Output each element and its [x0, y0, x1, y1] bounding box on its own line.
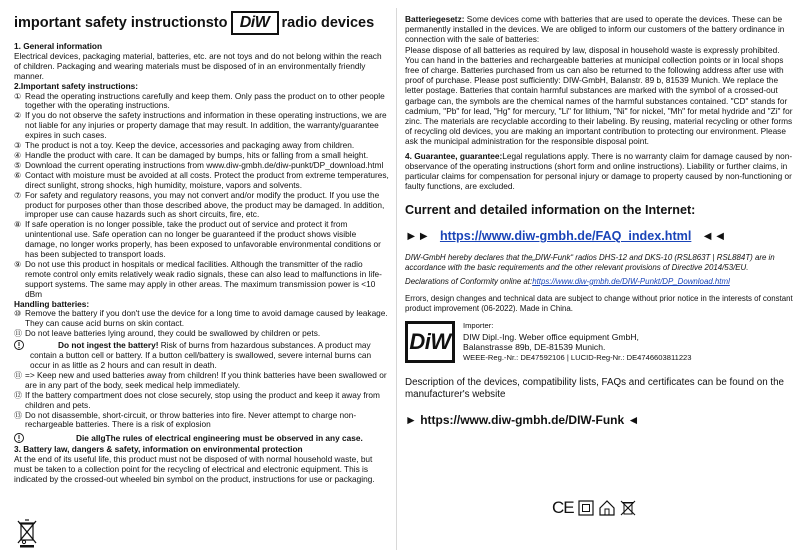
- declaration-link[interactable]: https://www.diw-gmbh.de/DIW-Punkt/DP_Download.html: [532, 276, 730, 286]
- list-item: [14, 329, 389, 339]
- list-item: [14, 171, 389, 191]
- item-marker: ⑪: [14, 329, 22, 339]
- item-text: If you do not observe the safety instructions and information in these operating instructions, we are not liable for any injuries or property damage that may result. In addition, the warranty/guarantee expires in such cases.: [25, 110, 387, 141]
- ingest-text: Risk of burns from hazardous substances. A product may contain a button cell or battery. If a button cell/battery is swallowed, severe internal burns can occur in as little as 2 hours and can result in death.: [30, 340, 372, 370]
- battery-ordinance-text2: Please dispose of all batteries as required by law, disposal in household waste is expressly prohibited. You can hand in the batteries and rechargeable batteries at municipal collection points or in local shops free of charge. Batteries purchased from us can also be returned to the following address after use with proof of purchase. Please post sufficiently: DIW-GmbH, Balanstr. 89 b, 81539 Munich. We replace the letter postage. Batteries that contain harmful substances are marked with the symbol of a crossed-out garbage can, the symbols are the chemical names of the harmful substances contained. "CD" stands for cadmium, "Pb" for lead, "Hg" for mercury, "Li" for lithium, "Ni" for nickel, "Mh" for metal hydride and "Zi" for zinc. The materials are recyclable according to their labeling. By reusing, material recycling or other forms of recycling old devices, you are making an important contribution to protecting our environment. Please ask the municipal administration for the responsible disposal point.: [405, 44, 793, 147]
- guarantee-text: Legal regulations apply. There is no warranty claim for damage caused by non-observance of the operating instructions (short form and online instructions). Liability or further claims, in particular claims for compensation for personal injury or damage to property caused by non-functioning or faulty functions, are excluded.: [405, 150, 793, 192]
- importer-registration: WEEE-Reg.-Nr.: DE47592106 | LUCID-Reg-Nr.: DE4746603811223: [463, 352, 692, 362]
- declaration-online: [405, 277, 794, 287]
- diw-logo-large: DiW: [405, 321, 455, 363]
- item-text: Do not disassemble, short-circuit, or throw batteries into fire. Never attempt to charge non-rechargeable batteries. There is a risk of explosion: [25, 409, 357, 430]
- item-marker: ⑧: [14, 220, 22, 230]
- page-title: [14, 10, 389, 36]
- importer-address: Balanstrasse 89b, DE-81539 Munich.: [463, 342, 606, 353]
- warning-icon: [14, 432, 28, 444]
- recycle-square-icon: [577, 499, 595, 517]
- importer-text: [463, 321, 692, 363]
- item-marker: ⑩: [14, 309, 22, 319]
- battery-ordinance-bold: Batteriegesetz:: [405, 14, 465, 24]
- list-item: [14, 309, 389, 329]
- faq-line: [405, 229, 794, 243]
- ingest-warning: [14, 341, 389, 371]
- battery-ordinance-text: Some devices come with batteries that are used to operate the devices. These can be permanently installed in the devices. We are obliged to inform our customers of the battery ordinance in connection with the sale of batteries:: [405, 14, 785, 45]
- item-marker: ⑪: [14, 370, 22, 380]
- description-text: Description of the devices, compatibility lists, FAQs and certificates can be found on the manufacturer's website: [405, 377, 785, 401]
- item-marker: ⑦: [14, 190, 22, 200]
- faq-prefix: ►►: [405, 229, 430, 244]
- title-after: radio devices: [281, 15, 375, 31]
- item-marker: ⑬: [14, 410, 22, 420]
- die-allg-warning: [14, 434, 389, 444]
- item-text: Read the operating instructions carefully and keep them. Only pass the product on to other people together with the operating instructions.: [25, 90, 385, 111]
- list-item: [14, 220, 389, 260]
- title-before: important safety instructionsto: [14, 15, 228, 31]
- faq-link[interactable]: https://www.diw-gmbh.de/FAQ_index.html: [439, 229, 692, 244]
- list-item: [14, 391, 389, 411]
- importer-label: Importer:: [463, 321, 494, 331]
- item-text: Download the current operating instructions from www.diw-gmbh.de/diw-punkt/DP_download.html: [25, 159, 384, 170]
- list-item: [14, 191, 389, 221]
- safety-heading: 2.Important safety instructions:: [14, 80, 139, 91]
- list-item: [14, 371, 389, 391]
- batteries-list: [14, 309, 389, 339]
- item-marker: ⑨: [14, 259, 22, 269]
- list-item: [14, 260, 389, 300]
- item-text: Remove the battery if you don't use the device for a long time to avoid damage caused by leakage. They can cause acid burns on skin contact.: [25, 308, 388, 329]
- item-marker: ⑤: [14, 160, 22, 170]
- ingest-bold: Do not ingest the battery!: [58, 340, 159, 351]
- errors-notice: Errors, design changes and technical data are subject to change without prior notice in the interests of constant product improvement (06-2022). Made in China.: [405, 294, 793, 313]
- item-marker: ①: [14, 91, 22, 101]
- declaration-text: DIW-GmbH hereby declares that the„DIW-Funk“ radios DHS-12 and DKS-10 (RSL863T | RSL884T) are in accordance with the basic requirements and the other relevant provisions of Directive 2014/53/EU.: [405, 253, 775, 273]
- list-item: [14, 111, 389, 141]
- battery-law-heading: 3. Battery law, dangers & safety, information on environmental protection: [14, 444, 303, 455]
- general-info-text: Electrical devices, packaging material, batteries, etc. are not toys and do not belong within the reach of children. Packaging and wearing materials must be disposed of in an environmentally friendly manner.: [14, 50, 382, 81]
- item-text: Contact with moisture must be avoided at all costs. Protect the product from extreme temperatures, direct sunlight, strong shocks, high humidity, moisture, vapors and solvents.: [25, 169, 389, 190]
- list-item: [14, 411, 389, 431]
- die-allg-text: Die allgThe rules of electrical engineering must be observed in any case.: [76, 433, 363, 444]
- more-battery-list: [14, 371, 389, 430]
- guarantee-bold: 4. Guarantee, guarantee:: [405, 150, 503, 161]
- item-text: Do not use this product in hospitals or medical facilities. Although the transmitter of the radio remote control only emits relatively weak radio signals, these can also lead to malfunctions in life-support systems. The same may apply in other areas. The maximum transmission power is <10 dBm: [25, 258, 382, 299]
- item-text: Handle the product with care. It can be damaged by bumps, hits or falling from a small height.: [25, 149, 369, 160]
- crossed-bin-icon: [619, 499, 637, 517]
- item-marker: ③: [14, 141, 22, 151]
- certification-symbols: [552, 498, 637, 518]
- indoor-use-icon: [598, 499, 616, 517]
- current-info-heading: Current and detailed information on the Internet:: [405, 203, 696, 218]
- diw-funk-link[interactable]: ► https://www.diw-gmbh.de/DIW-Funk ◄: [405, 413, 640, 428]
- item-text: If the battery compartment does not close securely, stop using the product and keep it away from children and pets.: [25, 389, 380, 410]
- faq-suffix: ◄◄: [701, 229, 727, 244]
- battery-law-text: At the end of its useful life, this product must not be disposed of with normal household waste, but must be taken to a collection point for the recycling of electrical and electronic equipment. This is indicated by the crossed-out wheeled bin symbol on the product, instructions for use or packaging.: [14, 454, 375, 485]
- item-text: Do not leave batteries lying around, they could be swallowed by children or pets.: [25, 328, 321, 339]
- battery-ordinance: [405, 14, 794, 147]
- warning-icon: [14, 339, 28, 351]
- item-marker: ⑥: [14, 170, 22, 180]
- crossed-bin-icon: [16, 518, 38, 548]
- item-text: => Keep new and used batteries away from children! If you think batteries have been swallowed or are in any part of the body, seek medical help immediately.: [25, 369, 387, 390]
- left-column: [0, 0, 397, 558]
- importer-name: DIW Dipl.-Ing. Weber office equipment GmbH,: [463, 331, 639, 342]
- item-marker: ⑫: [14, 390, 22, 400]
- item-text: The product is not a toy. Keep the device, accessories and packaging away from children.: [25, 140, 355, 151]
- item-text: If safe operation is no longer possible, take the product out of service and protect it from unintentional use. Safe operation can no longer be guaranteed if the product shows visible damage, no longer works properly, has been exposed to unfavorable environmental conditions or has been subjected to transport loads.: [25, 219, 381, 260]
- item-text: For safety and regulatory reasons, you may not convert and/or modify the product. If you use the product for purposes other than those described above, the product may be damaged. In addition, improper use can cause hazards such as short circuits, fire, etc.: [25, 189, 385, 220]
- general-info-heading: 1. General information: [14, 41, 103, 51]
- guarantee-section: [405, 151, 794, 192]
- declaration-prefix: Declarations of Conformity online at:: [405, 276, 533, 286]
- safety-list: [14, 92, 389, 300]
- item-marker: ④: [14, 150, 22, 160]
- importer-block: [405, 321, 794, 363]
- list-item: [14, 92, 389, 112]
- item-marker: ②: [14, 111, 22, 121]
- right-column: [397, 0, 808, 558]
- general-info-section: [14, 42, 389, 485]
- ce-mark-icon: CE: [552, 498, 574, 517]
- diw-logo: DiW: [231, 11, 279, 35]
- batteries-heading: Handling batteries:: [14, 298, 90, 309]
